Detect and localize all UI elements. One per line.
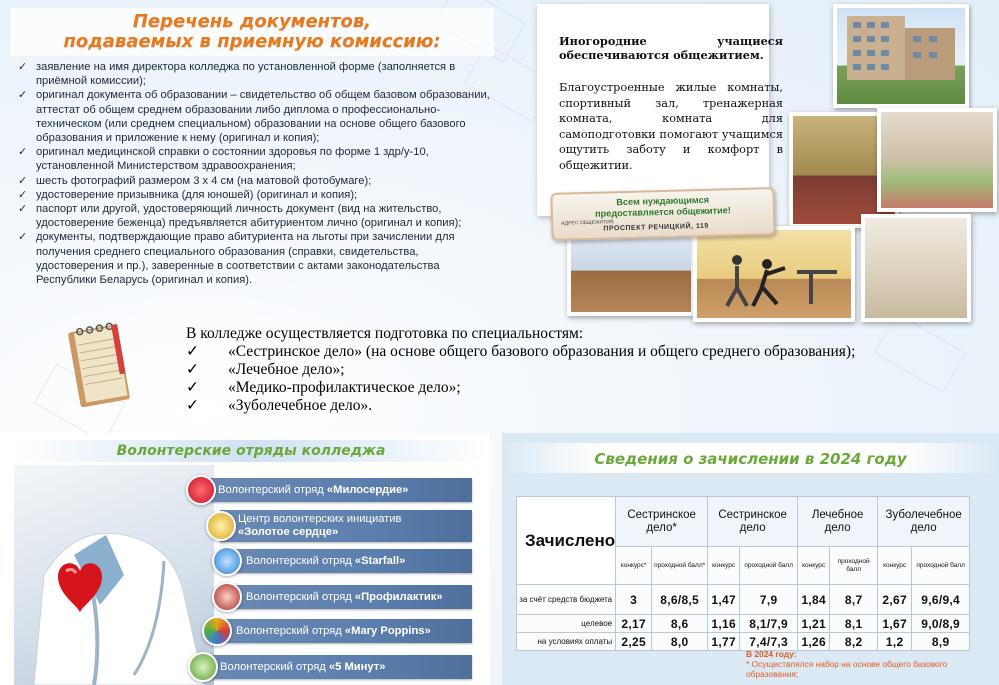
- enrollment-note-text: * Осуществлялся набор на основе общего базового образования;: [746, 659, 948, 679]
- enrollment-title: Сведения о зачислении в 2024 году: [594, 450, 907, 468]
- dormitory-info-card: [537, 4, 783, 216]
- documents-title-banner: [10, 8, 494, 56]
- volunteer-name: «Профилактик»: [354, 591, 443, 603]
- checkmark-icon: ✓: [186, 361, 199, 378]
- volunteers-title-banner: [14, 440, 488, 462]
- volunteer-item: [226, 585, 472, 609]
- konkurs-subheader: конкурс: [798, 547, 830, 585]
- volunteer-item: [226, 549, 472, 573]
- documents-item-text: заявление на имя директора колледжа по установленной форме (заполняется в приёмной комиссии);: [36, 61, 456, 88]
- konkurs-subheader: конкурс: [708, 547, 740, 585]
- volunteer-prefix: Волонтерский отряд: [246, 591, 355, 603]
- gold-heart-icon: [206, 511, 236, 541]
- dormitory-sign: [550, 187, 775, 241]
- checkmark-icon: ✓: [186, 343, 199, 360]
- volunteer-item: [216, 619, 472, 643]
- table-row: [517, 615, 970, 633]
- doctor-illustration: [14, 465, 214, 685]
- volunteer-prefix: Волонтерский отряд: [218, 484, 327, 496]
- volunteer-prefix: Волонтерский отряд: [236, 625, 345, 637]
- checkmark-icon: ✓: [186, 379, 199, 396]
- specialty-name: «Зуболечебное дело».: [228, 397, 373, 414]
- dormitory-lead-line2: обеспечиваются общежитием.: [559, 48, 764, 62]
- dormitory-sign-line2: предоставляется общежитие!: [594, 205, 732, 219]
- table-cell: 1,21: [798, 615, 830, 633]
- dormitory-building-photo: [833, 4, 969, 108]
- table-cell: 1,2: [878, 633, 912, 651]
- table-cell: 2,17: [616, 615, 652, 633]
- checkmark-icon: ✓: [18, 231, 28, 244]
- checkmark-icon: ✓: [186, 397, 199, 414]
- documents-list-item: [18, 202, 492, 230]
- colored-hand-icon: [202, 616, 232, 646]
- volunteer-item: [200, 478, 472, 502]
- dormitory-kitchen-photo: [861, 214, 971, 322]
- specialties-section: [186, 325, 855, 415]
- dormitory-section: [537, 4, 997, 322]
- ball-subheader: проходной балл: [912, 547, 970, 585]
- table-cell: 7,4/7,3: [740, 633, 798, 651]
- documents-list-item: [18, 60, 492, 88]
- documents-list-item: [18, 174, 492, 188]
- leaf-icon: [188, 652, 218, 682]
- ball-subheader: проходной балл: [830, 547, 878, 585]
- volunteers-title: Волонтерские отряды колледжа: [116, 443, 386, 459]
- table-cell: 7,9: [740, 585, 798, 615]
- specialty-name: «Лечебное дело»;: [228, 361, 345, 378]
- documents-list: [18, 60, 492, 287]
- doctor-photo: [14, 465, 214, 685]
- table-cell: 8,9: [912, 633, 970, 651]
- checkmark-icon: ✓: [18, 174, 28, 187]
- table-cell: 8,6: [652, 615, 708, 633]
- dormitory-lead-line1: Иногородние учащиеся: [559, 34, 783, 48]
- dormitory-lead-text: [559, 34, 783, 62]
- volunteer-item: [220, 510, 472, 542]
- table-cell: 8,1: [830, 615, 878, 633]
- enrollment-table: [516, 496, 970, 651]
- enrollment-section: [502, 433, 999, 685]
- table-cell: 8,2: [830, 633, 878, 651]
- dormitory-address-label: АДРЕС ОБЩЕЖИТИЯ:: [561, 219, 615, 227]
- volunteer-prefix: Волонтерский отряд: [220, 661, 329, 673]
- specialty-item: [186, 397, 855, 415]
- dormitory-yard-photo: [877, 108, 997, 212]
- table-cell: 1,26: [798, 633, 830, 651]
- volunteer-name: «Золотое сердце»: [238, 526, 339, 538]
- table-header-row: [517, 497, 970, 547]
- checkmark-icon: ✓: [18, 188, 28, 201]
- documents-title: [10, 12, 494, 52]
- row-label: за счёт средств бюджета: [517, 585, 616, 615]
- volunteer-name: «5 Минут»: [328, 661, 386, 673]
- ball-subheader: проходной балл*: [652, 547, 708, 585]
- table-row: [517, 585, 970, 615]
- table-cell: 1,84: [798, 585, 830, 615]
- volunteer-prefix: Центр волонтерских инициатив: [238, 513, 402, 525]
- table-cell: 9,6/9,4: [912, 585, 970, 615]
- documents-item-text: документы, подтверждающие право абитуриента на льготы при зачислении для получения среднего специального образования (справки, свидетельства, удостоверения и пр.), заверенные в соответствии с актами законодательства Республики Беларусь (оригинал и копия).: [36, 231, 455, 287]
- specialty-name: «Медико-профилактическое дело»;: [228, 379, 461, 396]
- table-cell: 1,67: [878, 615, 912, 633]
- row-label: на условиях оплаты: [517, 633, 616, 651]
- study-room-photo: [567, 232, 695, 316]
- volunteer-name: «Starfall»: [354, 555, 406, 567]
- enrollment-title-banner: [502, 443, 999, 473]
- table-cell: 1,77: [708, 633, 740, 651]
- gym-photo: [693, 226, 855, 322]
- specialty-column-header: Зуболечебное дело: [878, 497, 970, 547]
- checkmark-icon: ✓: [18, 203, 28, 216]
- table-cell: 8,1/7,9: [740, 615, 798, 633]
- volunteer-name: «Mary Poppins»: [344, 625, 431, 637]
- table-cell: 3: [616, 585, 652, 615]
- volunteer-name: «Милосердие»: [326, 484, 409, 496]
- table-cell: 8,6/8,5: [652, 585, 708, 615]
- checkmark-icon: ✓: [18, 146, 28, 159]
- table-row: [517, 633, 970, 651]
- berries-icon: [212, 582, 242, 612]
- volunteer-prefix: Волонтерский отряд: [246, 555, 355, 567]
- specialty-item: [186, 343, 855, 361]
- checkmark-icon: ✓: [18, 89, 28, 102]
- documents-item-text: оригинал документа об образовании – свидетельство об общем базовом образовании, аттестат об общем среднем образовании либо диплома о профессионально-техническом (или среднем специальном) образовании на основе общего базового образования и приложение к нему (оригинал и копия);: [36, 89, 490, 145]
- documents-title-line1: Перечень документов,: [132, 11, 372, 32]
- table-cell: 2,25: [616, 633, 652, 651]
- documents-item-text: шесть фотографий размером 3 х 4 см (на матовой фотобумаге);: [36, 174, 372, 187]
- dormitory-sign-text: [553, 193, 774, 221]
- checkmark-icon: ✓: [18, 61, 28, 73]
- dormitory-sign-line1: Всем нуждающимся: [616, 194, 710, 208]
- specialty-item: [186, 379, 855, 397]
- documents-list-item: [18, 230, 492, 287]
- documents-item-text: паспорт или другой, удостоверяющий личность документ (вид на жительство, удостоверение беженца) предъявляется абитуриентом лично (оригинал и копия);: [36, 203, 462, 230]
- konkurs-subheader: конкурс*: [616, 547, 652, 585]
- volunteer-item: [202, 655, 472, 679]
- volunteers-section: [0, 433, 490, 685]
- table-cell: 8,0: [652, 633, 708, 651]
- specialty-column-header: Сестринское дело: [708, 497, 798, 547]
- specialty-item: [186, 361, 855, 379]
- notebook-icon: [68, 318, 134, 410]
- table-cell: 2,67: [878, 585, 912, 615]
- enrollment-note-title: В 2024 году:: [746, 649, 797, 659]
- documents-list-item: [18, 88, 492, 145]
- table-cell: 1,16: [708, 615, 740, 633]
- heart-hands-icon: [186, 475, 216, 505]
- dormitory-description: Благоустроенные жилые комнаты, спортивный зал, тренажерная комната, комната для самоподготовки помогают учащимся ощутить заботу и комфорт в общежитии.: [559, 81, 783, 172]
- building-illustration: [837, 8, 965, 104]
- snowflake-icon: [212, 546, 242, 576]
- table-cell: 9,0/8,9: [912, 615, 970, 633]
- specialty-column-header: Лечебное дело: [798, 497, 878, 547]
- documents-item-text: удостоверение призывника (для юношей) (оригинал и копия);: [36, 188, 358, 201]
- row-label: целевое: [517, 615, 616, 633]
- table-cell: 1,47: [708, 585, 740, 615]
- documents-title-line2: подаваемых в приемную комиссию:: [63, 31, 441, 52]
- enrollment-note: [746, 649, 986, 679]
- documents-list-item: [18, 188, 492, 202]
- ball-subheader: проходной балл: [740, 547, 798, 585]
- table-cell: 8,7: [830, 585, 878, 615]
- gym-illustration: [697, 230, 851, 318]
- konkurs-subheader: конкурс: [878, 547, 912, 585]
- specialty-column-header: Сестринское дело*: [616, 497, 708, 547]
- dormitory-address: ПРОСПЕКТ РЕЧИЦКИЙ, 119: [603, 222, 709, 233]
- documents-item-text: оригинал медицинской справки о состоянии здоровья по форме 1 здр/у-10, установленной Министерством здравоохранения;: [36, 146, 429, 173]
- enrollment-corner-label: Зачислено: [517, 497, 616, 585]
- specialties-intro: В колледже осуществляется подготовка по специальностям:: [186, 325, 584, 342]
- documents-section: [8, 6, 496, 318]
- specialty-name: «Сестринское дело» (на основе общего базового образования и общего среднего образования);: [228, 343, 856, 360]
- documents-list-item: [18, 145, 492, 173]
